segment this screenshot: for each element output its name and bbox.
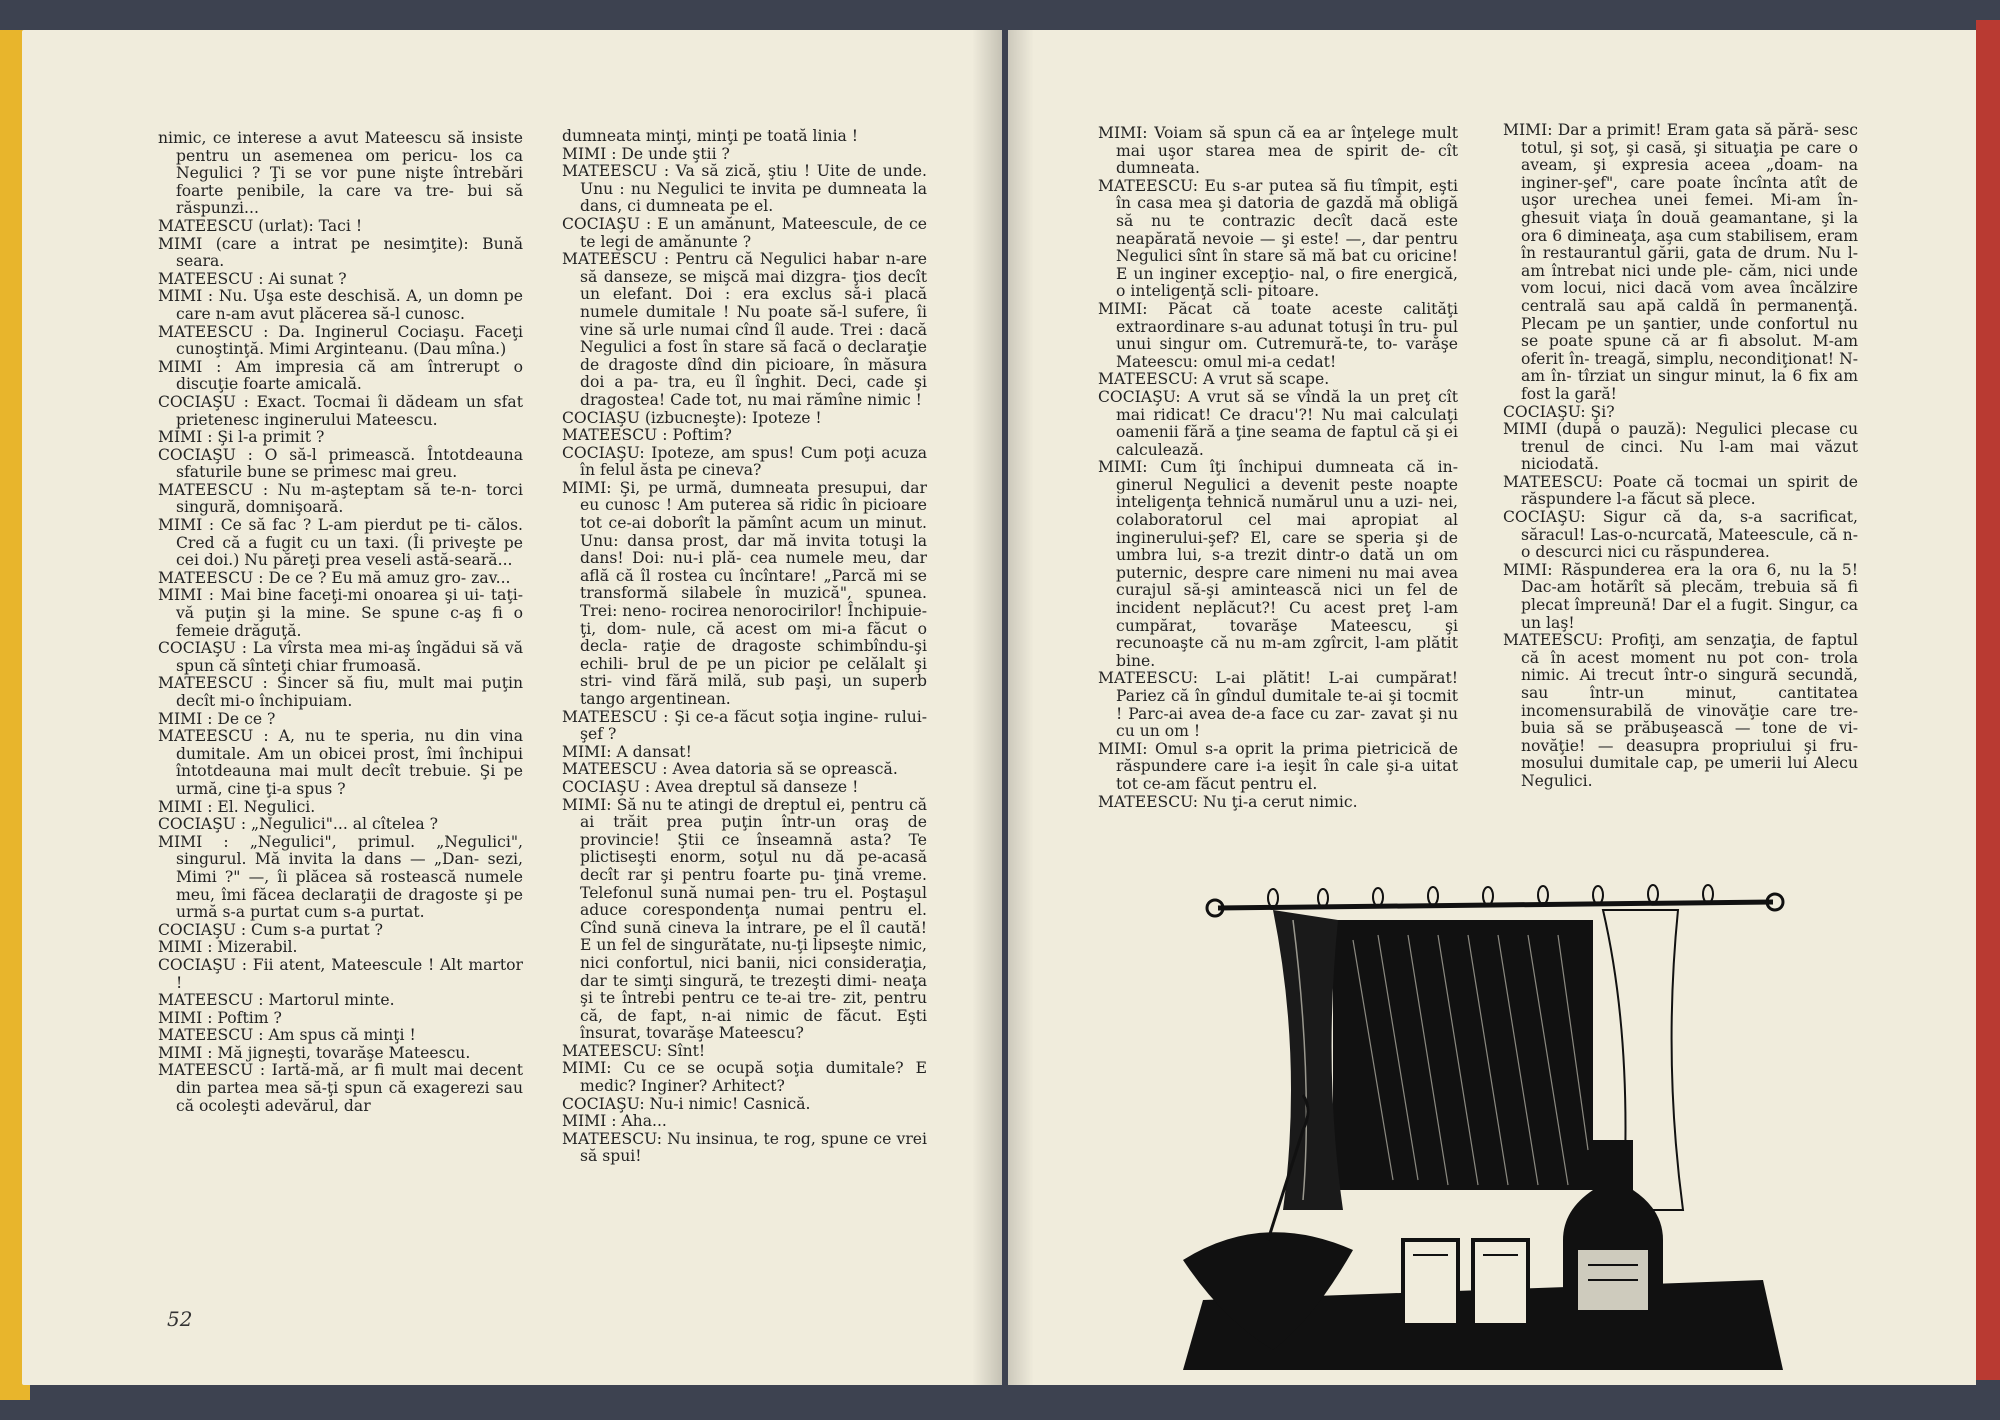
- book-edge-right: [1976, 20, 2000, 1380]
- page-number: 52: [167, 1307, 193, 1331]
- dialogue-line: MATEESCU: Eu s-ar putea să fiu tîmpit, eşti în casa mea şi datoria de gazdă mă obligă să nu te contrazic decît dacă este neapărată nevoie — şi este! —, dar pentru Negulici sînt în stare să mă bat cu oricine! E un inginer excepţio- nal, o fire energică, o inteligenţă scli- pitoare.: [1098, 176, 1458, 301]
- dialogue-line: MATEESCU : Poftim?: [562, 426, 732, 445]
- glass-right: [1473, 1240, 1528, 1325]
- dialogue-line: MIMI : Poftim ?: [158, 1008, 282, 1027]
- dialogue-line: MIMI (care a intrat pe nesimţite): Bună seara.: [158, 234, 523, 271]
- text-column-2: [562, 128, 927, 1166]
- dialogue-line: MIMI: Păcat că toate aceste calităţi extraordinare s-au adunat totuşi în tru- pul unui singur om. Cutremură-te, to- varăşe Mateescu: omul mi-a cedat!: [1098, 299, 1458, 371]
- dialogue-line: COCIAŞU : Exact. Tocmai îi dădeam un sfat prietenesc inginerului Mateescu.: [158, 392, 523, 429]
- dialogue-line: MATEESCU : Pentru că Negulici habar n-are să danseze, se mişcă mai dizgra- ţios decît un elefant. Doi : era exclus să-i placă numele dumitale ! Nu poate să-l sufere, îi vine să urle numai cînd îl aude. Trei : dacă Negulici a fost în stare să facă o declaraţie de dragoste dînd din picioare, în măsura doi a pa- tra, eu îl înghit. Deci, cade şi dragostea! Cade tot, nu mai rămîne nimic !: [562, 250, 927, 409]
- dialogue-line: MIMI : De ce ?: [158, 709, 276, 728]
- dialogue-line: MATEESCU: Nu insinua, te rog, spune ce vrei să spui!: [562, 1129, 927, 1166]
- spine-shadow-right: [1008, 30, 1034, 1385]
- dialogue-line: COCIAŞU: Ipoteze, am spus! Cum poţi acuza în felul ăsta pe cineva?: [562, 443, 927, 480]
- window-illustration: [1163, 880, 1793, 1370]
- dialogue-line: MIMI: Dar a primit! Eram gata să pără- sesc totul, şi soţ, şi casă, şi situaţia pe care o aveam, şi expresia aceea „doam- na inginer-şef", care poate încînta atît de uşor urechea unei femei. Mi-am în- ghesuit viaţa în două geamantane, şi la ora 6 dimineaţa, aşa cum stabilisem, eram în restaurantul gării, gata de drum. Nu l-am întrebat nici unde ple- căm, nici unde vom locui, nici dacă vom avea încălzire centrală sau apă caldă în permanenţă. Plecam pe un şantier, unde confortul nu se poate spune că ar fi absolut. M-am oferit în- treagă, simplu, necondiţionat! N-am în- tîrziat un singur minut, la 6 fix am fost la gară!: [1503, 121, 1858, 403]
- dialogue-line: MIMI: Răspunderea era la ora 6, nu la 5! Dac-am hotărît să plecăm, trebuia să fi plecat împreună! Dar el a fugit. Singur, ca un laş!: [1503, 560, 1858, 632]
- dialogue-line: COCIAŞU: A vrut să se vîndă la un preţ cît mai ridicat! Ce dracu'?! Nu mai calculaţi oamenii fără a ţine seama de faptul că şi ei calculează.: [1098, 387, 1458, 459]
- dialogue-line: COCIAŞU : E un amănunt, Mateescule, de ce te legi de amănunte ?: [562, 214, 927, 251]
- dialogue-line: MIMI: Omul s-a oprit la prima pietricică de răspundere care i-a ieşit în cale şi-a uitat tot ce-am făcut pentru el.: [1098, 739, 1458, 793]
- dialogue-line: MIMI : Aha...: [562, 1112, 667, 1131]
- dialogue-line: COCIAŞU : O să-l primească. Întotdeauna sfaturile bune se primesc mai greu.: [158, 445, 523, 482]
- dialogue-line: MATEESCU : Nu m-aşteptam să te-n- torci singură, domnişoară.: [158, 480, 523, 517]
- dialogue-line: COCIAŞU : La vîrsta mea mi-aş îngădui să vă spun că sînteţi chiar frumoasă.: [158, 639, 523, 675]
- dialogue-line: MIMI : El. Negulici.: [158, 797, 316, 816]
- glass-left: [1403, 1240, 1458, 1325]
- dialogue-line: MATEESCU : Ai sunat ?: [158, 269, 347, 288]
- dialogue-line: MATEESCU: Poate că tocmai un spirit de răspundere l-a făcut să plece.: [1503, 472, 1858, 509]
- dialogue-line: MIMI : Mai bine faceţi-mi onoarea şi ui- taţi-vă puţin şi la mine. Se spune c-aş fi o femeie drăguţă.: [158, 586, 523, 640]
- dialogue-line: MIMI: A dansat!: [562, 742, 692, 761]
- dialogue-line: dumneata minţi, minţi pe toată linia !: [562, 127, 859, 145]
- dialogue-line: MATEESCU : Va să zică, ştiu ! Uite de unde. Unu : nu Negulici te invita pe dumneata la dans, ci dumneata pe el.: [562, 162, 927, 216]
- dialogue-line: MIMI : Şi l-a primit ?: [158, 428, 325, 447]
- dialogue-line: MATEESCU : A, nu te speria, nu din vina dumitale. Am un obicei prost, îmi închipui întotdeauna mai mult decît trebuie. Şi pe urmă, cine ţi-a spus ?: [158, 727, 523, 798]
- dialogue-line: COCIAŞU: Sigur că da, s-a sacrificat, săracul! Las-o-ncurcată, Mateescule, că n-o descurci nici cu răspunderea.: [1503, 508, 1858, 562]
- dialogue-line: MIMI: Cu ce se ocupă soţia dumitale? E medic? Inginer? Arhitect?: [562, 1059, 927, 1096]
- dialogue-line: MATEESCU : Avea datoria să se oprească.: [562, 760, 898, 779]
- dialogue-line: MATEESCU : Şi ce-a făcut soţia ingine- rului-şef ?: [562, 707, 927, 744]
- text-column-4: [1503, 122, 1858, 791]
- dialogue-line: MATEESCU : De ce ? Eu mă amuz gro- zav...: [158, 568, 511, 587]
- dialogue-line: MIMI: Voiam să spun că ea ar înţelege mult mai uşor starea mea de spirit de- cît dumneata.: [1098, 124, 1458, 178]
- text-column-1: [158, 130, 523, 1115]
- dialogue-line: MIMI: Să nu te atingi de dreptul ei, pentru că ai trăit prea puţin într-un oraş de provincie! Ştii ce înseamnă asta? Te plictiseşti enorm, soţul nu dă pe-acasă decît rar şi pentru foarte pu- ţină vreme. Telefonul sună numai pen- tru el. Poştaşul aduce corespondenţa numai pentru el. Cînd sună cineva la intrare, pe el îl caută! E un fel de singurătate, nu-ţi lipseşte nimic, nici confortul, nici banii, nici consideraţia, dar te simţi singură, te trezeşti dimi- neaţa şi te întrebi pentru ce te-ai tre- zit, pentru că, de fapt, n-ai nimic de făcut. Eşti însurat, tovarăşe Mateescu?: [562, 795, 927, 1043]
- right-page: [1008, 30, 1976, 1385]
- dialogue-line: MATEESCU : Sincer să fiu, mult mai puţin decît mi-o închipuiam.: [158, 674, 523, 710]
- dialogue-line: COCIAŞU : Fii atent, Mateescule ! Alt martor !: [158, 955, 523, 992]
- dialogue-line: MATEESCU: A vrut să scape.: [1098, 370, 1330, 389]
- dialogue-line: MIMI : Mă jigneşti, tovarăşe Mateescu.: [158, 1043, 471, 1062]
- dialogue-line: COCIAŞU : „Negulici"... al cîtelea ?: [158, 815, 439, 834]
- dialogue-line: MATEESCU : Iartă-mă, ar fi mult mai decent din partea mea să-ţi spun că exagerezi sau că ocoleşti adevărul, dar: [158, 1061, 523, 1115]
- dialogue-line: MATEESCU (urlat): Taci !: [158, 216, 363, 235]
- dialogue-line: MIMI : „Negulici", primul. „Negulici", singurul. Mă invita la dans — „Dan- sezi, Mimi ?" —, îi plăcea să rostească numele meu, îmi făcea declaraţii de dragoste şi pe urmă s-a purtat cum s-a purtat.: [158, 832, 523, 922]
- curtain: [1273, 910, 1343, 1210]
- dialogue-line: MATEESCU : Am spus că minţi !: [158, 1026, 416, 1045]
- dialogue-line: MIMI : Ce să fac ? L-am pierdut pe ti- călos. Cred că a fugit cu un taxi. (Îi priveşte pe cei doi.) Nu păreţi prea veseli astă-seară...: [158, 516, 523, 570]
- spine-shadow-left: [972, 30, 1002, 1385]
- text-column-3: [1098, 125, 1458, 811]
- curtain-rod: [1218, 902, 1773, 908]
- dialogue-line: MIMI (după o pauză): Negulici plecase cu trenul de cinci. Nu l-am mai văzut niciodată.: [1503, 420, 1858, 474]
- dialogue-line: COCIAŞU (izbucneşte): Ipoteze !: [562, 408, 822, 427]
- dialogue-line: MATEESCU : Martorul minte.: [158, 991, 395, 1010]
- dialogue-line: MATEESCU : Da. Inginerul Cociaşu. Faceţi cunoştinţă. Mimi Arginteanu. (Dau mîna.): [158, 322, 523, 359]
- dialogue-line: MIMI: Şi, pe urmă, dumneata presupui, dar eu cunosc ! Am puterea să ridic în picioare tot ce-ai doborît la pămînt acum un minut. Unu: dansa prost, dar mă invita totuşi la dans! Doi: nu-i plă- cea numele meu, dar află că îl rostea cu încîntare! „Parcă mi se transformă silabele în muzică", spunea. Trei: neno- rocirea nenorocirilor! Închipuie-ţi, dom- nule, că acest om mi-a făcut o decla- raţie de dragoste schimbîndu-şi echili- brul de pe un picior pe celălalt şi stri- vind fără milă, sub paşi, un superb tango argentinean.: [562, 478, 927, 708]
- left-page: [22, 30, 1002, 1385]
- dialogue-line: MIMI : Am impresia că am întrerupt o discuţie foarte amicală.: [158, 357, 523, 394]
- dialogue-line: COCIAŞU: Şi?: [1503, 402, 1615, 421]
- dialogue-line: COCIAŞU : Cum s-a purtat ?: [158, 920, 383, 939]
- dialogue-line: MATEESCU: Nu ţi-a cerut nimic.: [1098, 792, 1358, 811]
- dialogue-line: MIMI : Nu. Uşa este deschisă. A, un domn pe care n-am avut plăcerea să-l cunosc.: [158, 287, 523, 323]
- dialogue-line: MATEESCU: Sînt!: [562, 1041, 706, 1060]
- dialogue-line: COCIAŞU: Nu-i nimic! Casnică.: [562, 1094, 811, 1113]
- dialogue-line: MATEESCU: L-ai plătit! L-ai cumpărat! Pariez că în gîndul dumitale te-ai şi tocmit ! Parc-ai avea de-a face cu zar- zavat şi nu cu un om !: [1098, 669, 1458, 741]
- dialogue-line: nimic, ce interese a avut Mateescu să insiste pentru un asemenea om pericu- los ca Negulici ? Ţi se vor pune nişte întrebări foarte penibile, la care va tre- bui să răspunzi...: [158, 129, 523, 218]
- dialogue-line: MIMI : De unde ştii ?: [562, 144, 730, 163]
- dialogue-line: MATEESCU: Profiţi, am senzaţia, de faptul că în acest moment nu pot con- trola nimic. Ai trecut într-o singură secundă, sau într-un minut, cantitatea incomensurabilă de vinovăţie care tre- buia să se prăbuşească — tone de vi- novăţie! — deasupra propriului şi fru- mosului dumitale cap, pe umerii lui Alecu Negulici.: [1503, 631, 1858, 790]
- dialogue-line: MIMI : Mizerabil.: [158, 938, 298, 957]
- dialogue-line: MIMI: Cum îţi închipui dumneata că in- ginerul Negulici a devenit peste noapte inteligenţa tehnică numărul unu a uzi- nei, colaboratorul cel mai apropiat al inginerului-şef? El, care se speria şi de umbra lui, s-a trezit dintr-o dată un om puternic, despre care nimeni nu mai avea curajul să-şi amintească nici un fel de incident neplăcut?! Cu acest preţ l-am cumpărat, tovarăşe Mateescu, şi recunoaşte că nu m-am zgîrcit, l-am plătit bine.: [1098, 458, 1458, 670]
- dialogue-line: COCIAŞU : Avea dreptul să danseze !: [562, 777, 859, 796]
